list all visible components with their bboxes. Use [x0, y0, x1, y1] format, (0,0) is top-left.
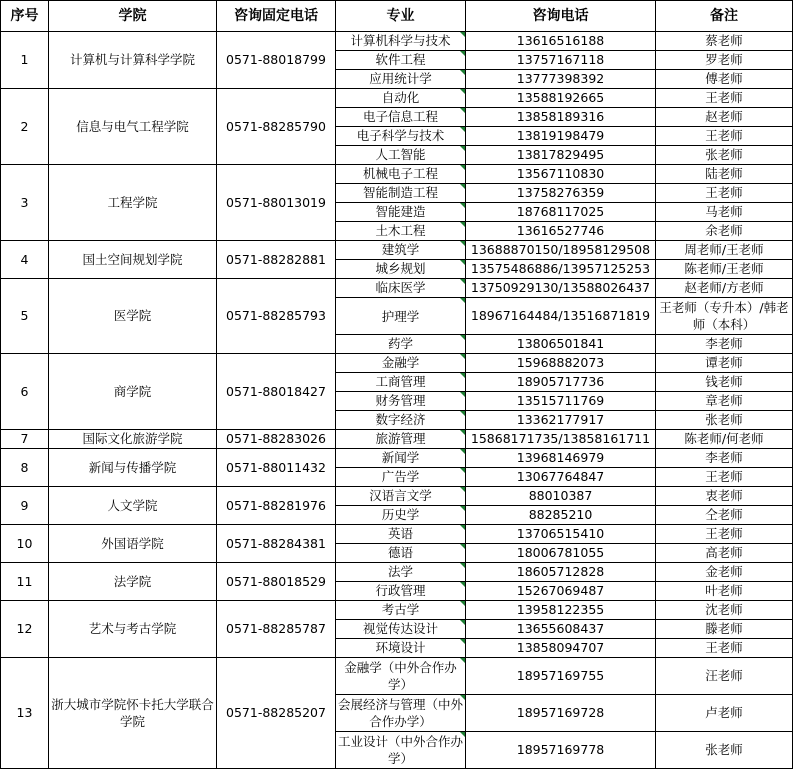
- teacher-note: 傅老师: [656, 70, 793, 89]
- college-name: 外国语学院: [49, 525, 217, 563]
- major-name: 法学: [336, 563, 466, 582]
- college-name: 国土空间规划学院: [49, 241, 217, 279]
- college-fixed-phone: 0571-88013019: [217, 165, 336, 241]
- college-fixed-phone: 0571-88018799: [217, 32, 336, 89]
- table-row: [1, 601, 793, 620]
- teacher-note: 陈老师/王老师: [656, 260, 793, 279]
- major-name: 金融学: [336, 354, 466, 373]
- consult-phone: 13777398392: [466, 70, 656, 89]
- major-name: 电子信息工程: [336, 108, 466, 127]
- college-fixed-phone: 0571-88285207: [217, 658, 336, 769]
- teacher-note: 马老师: [656, 203, 793, 222]
- teacher-note: 沈老师: [656, 601, 793, 620]
- header-row: [1, 1, 793, 32]
- major-name: 工商管理: [336, 373, 466, 392]
- major-name: 药学: [336, 335, 466, 354]
- table-row: [1, 563, 793, 582]
- college-name: 法学院: [49, 563, 217, 601]
- row-number: 1: [1, 32, 49, 89]
- consult-phone: 13515711769: [466, 392, 656, 411]
- consult-phone: 13616527746: [466, 222, 656, 241]
- row-number: 2: [1, 89, 49, 165]
- consult-phone: 18957169778: [466, 732, 656, 769]
- header-fixed-phone: 咨询固定电话: [217, 1, 336, 32]
- major-name: 土木工程: [336, 222, 466, 241]
- major-name: 自动化: [336, 89, 466, 108]
- consult-phone: 13858094707: [466, 639, 656, 658]
- college-name: 人文学院: [49, 487, 217, 525]
- table-row: [1, 165, 793, 184]
- consult-phone: 18957169755: [466, 658, 656, 695]
- table-row: [1, 525, 793, 544]
- header-college: 学院: [49, 1, 217, 32]
- college-name: 国际文化旅游学院: [49, 430, 217, 449]
- consult-phone: 13958122355: [466, 601, 656, 620]
- college-name: 艺术与考古学院: [49, 601, 217, 658]
- consult-phone: 13757167118: [466, 51, 656, 70]
- teacher-note: 罗老师: [656, 51, 793, 70]
- teacher-note: 王老师: [656, 525, 793, 544]
- consult-phone: 13750929130/13588026437: [466, 279, 656, 298]
- major-name: 金融学（中外合作办学）: [336, 658, 466, 695]
- consult-phone: 13806501841: [466, 335, 656, 354]
- major-name: 汉语言文学: [336, 487, 466, 506]
- teacher-note: 王老师: [656, 89, 793, 108]
- teacher-note: 叶老师: [656, 582, 793, 601]
- consult-phone: 13067764847: [466, 468, 656, 487]
- major-name: 旅游管理: [336, 430, 466, 449]
- teacher-note: 陈老师/何老师: [656, 430, 793, 449]
- teacher-note: 蔡老师: [656, 32, 793, 51]
- major-name: 应用统计学: [336, 70, 466, 89]
- teacher-note: 张老师: [656, 146, 793, 165]
- college-fixed-phone: 0571-88282881: [217, 241, 336, 279]
- table-row: [1, 658, 793, 695]
- consult-phone: 13616516188: [466, 32, 656, 51]
- consult-phone: 13655608437: [466, 620, 656, 639]
- major-name: 新闻学: [336, 449, 466, 468]
- row-number: 5: [1, 279, 49, 354]
- major-name: 工业设计（中外合作办学）: [336, 732, 466, 769]
- major-name: 软件工程: [336, 51, 466, 70]
- major-name: 智能建造: [336, 203, 466, 222]
- teacher-note: 卢老师: [656, 695, 793, 732]
- row-number: 7: [1, 430, 49, 449]
- teacher-note: 王老师（专升本）/韩老师（本科）: [656, 298, 793, 335]
- teacher-note: 金老师: [656, 563, 793, 582]
- college-name: 医学院: [49, 279, 217, 354]
- college-fixed-phone: 0571-88281976: [217, 487, 336, 525]
- major-name: 英语: [336, 525, 466, 544]
- major-name: 城乡规划: [336, 260, 466, 279]
- major-name: 视觉传达设计: [336, 620, 466, 639]
- consult-phone: 18967164484/13516871819: [466, 298, 656, 335]
- major-name: 环境设计: [336, 639, 466, 658]
- table-row: [1, 89, 793, 108]
- teacher-note: 仝老师: [656, 506, 793, 525]
- college-fixed-phone: 0571-88018427: [217, 354, 336, 430]
- consult-phone: 18768117025: [466, 203, 656, 222]
- teacher-note: 陆老师: [656, 165, 793, 184]
- college-fixed-phone: 0571-88285790: [217, 89, 336, 165]
- row-number: 9: [1, 487, 49, 525]
- consult-phone: 13588192665: [466, 89, 656, 108]
- consult-phone: 88010387: [466, 487, 656, 506]
- consult-phone: 15968882073: [466, 354, 656, 373]
- consult-phone: 18905717736: [466, 373, 656, 392]
- major-name: 数字经济: [336, 411, 466, 430]
- teacher-note: 谭老师: [656, 354, 793, 373]
- teacher-note: 余老师: [656, 222, 793, 241]
- consult-phone: 18957169728: [466, 695, 656, 732]
- table-body: [1, 32, 793, 769]
- row-number: 13: [1, 658, 49, 769]
- college-fixed-phone: 0571-88283026: [217, 430, 336, 449]
- consult-phone: 18605712828: [466, 563, 656, 582]
- consult-phone: 13819198479: [466, 127, 656, 146]
- consult-phone: 15267069487: [466, 582, 656, 601]
- consult-phone: 13688870150/18958129508: [466, 241, 656, 260]
- major-name: 电子科学与技术: [336, 127, 466, 146]
- major-name: 护理学: [336, 298, 466, 335]
- teacher-note: 李老师: [656, 449, 793, 468]
- teacher-note: 高老师: [656, 544, 793, 563]
- major-name: 会展经济与管理（中外合作办学）: [336, 695, 466, 732]
- college-name: 浙大城市学院怀卡托大学联合学院: [49, 658, 217, 769]
- major-name: 广告学: [336, 468, 466, 487]
- table-row: [1, 354, 793, 373]
- consult-phone: 13817829495: [466, 146, 656, 165]
- major-name: 德语: [336, 544, 466, 563]
- teacher-note: 章老师: [656, 392, 793, 411]
- college-name: 工程学院: [49, 165, 217, 241]
- teacher-note: 汪老师: [656, 658, 793, 695]
- major-name: 考古学: [336, 601, 466, 620]
- header-consult-phone: 咨询电话: [466, 1, 656, 32]
- college-name: 计算机与计算科学学院: [49, 32, 217, 89]
- table-row: [1, 449, 793, 468]
- table-row: [1, 32, 793, 51]
- teacher-note: 赵老师: [656, 108, 793, 127]
- teacher-note: 王老师: [656, 639, 793, 658]
- consult-phone: 13362177917: [466, 411, 656, 430]
- consult-phone: 15868171735/13858161711: [466, 430, 656, 449]
- college-name: 商学院: [49, 354, 217, 430]
- row-number: 4: [1, 241, 49, 279]
- consult-phone: 13575486886/13957125253: [466, 260, 656, 279]
- row-number: 8: [1, 449, 49, 487]
- consult-phone: 13858189316: [466, 108, 656, 127]
- teacher-note: 王老师: [656, 127, 793, 146]
- teacher-note: 李老师: [656, 335, 793, 354]
- college-name: 信息与电气工程学院: [49, 89, 217, 165]
- teacher-note: 赵老师/方老师: [656, 279, 793, 298]
- consult-phone: 13968146979: [466, 449, 656, 468]
- teacher-note: 滕老师: [656, 620, 793, 639]
- consult-phone: 13567110830: [466, 165, 656, 184]
- college-fixed-phone: 0571-88018529: [217, 563, 336, 601]
- major-name: 人工智能: [336, 146, 466, 165]
- header-major: 专业: [336, 1, 466, 32]
- major-name: 临床医学: [336, 279, 466, 298]
- major-name: 历史学: [336, 506, 466, 525]
- table-row: [1, 279, 793, 298]
- major-name: 行政管理: [336, 582, 466, 601]
- row-number: 12: [1, 601, 49, 658]
- major-name: 建筑学: [336, 241, 466, 260]
- row-number: 11: [1, 563, 49, 601]
- college-fixed-phone: 0571-88011432: [217, 449, 336, 487]
- table-row: [1, 241, 793, 260]
- teacher-note: 钱老师: [656, 373, 793, 392]
- major-name: 计算机科学与技术: [336, 32, 466, 51]
- consult-phone: 88285210: [466, 506, 656, 525]
- major-name: 机械电子工程: [336, 165, 466, 184]
- teacher-note: 周老师/王老师: [656, 241, 793, 260]
- consult-phone: 13706515410: [466, 525, 656, 544]
- college-fixed-phone: 0571-88285793: [217, 279, 336, 354]
- row-number: 3: [1, 165, 49, 241]
- header-note: 备注: [656, 1, 793, 32]
- teacher-note: 王老师: [656, 468, 793, 487]
- major-name: 财务管理: [336, 392, 466, 411]
- row-number: 6: [1, 354, 49, 430]
- college-fixed-phone: 0571-88284381: [217, 525, 336, 563]
- college-fixed-phone: 0571-88285787: [217, 601, 336, 658]
- table-row: [1, 487, 793, 506]
- teacher-note: 张老师: [656, 732, 793, 769]
- major-name: 智能制造工程: [336, 184, 466, 203]
- teacher-note: 张老师: [656, 411, 793, 430]
- row-number: 10: [1, 525, 49, 563]
- table-row: [1, 430, 793, 449]
- consult-phone: 18006781055: [466, 544, 656, 563]
- college-name: 新闻与传播学院: [49, 449, 217, 487]
- teacher-note: 王老师: [656, 184, 793, 203]
- header-no: 序号: [1, 1, 49, 32]
- teacher-note: 衷老师: [656, 487, 793, 506]
- consult-phone: 13758276359: [466, 184, 656, 203]
